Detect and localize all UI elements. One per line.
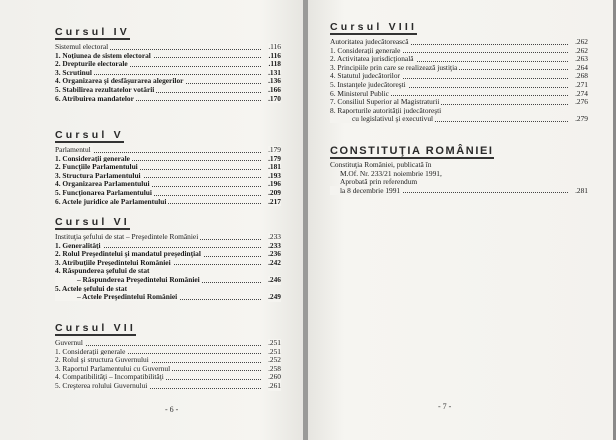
toc-entry-title: 6. Atribuirea mandatelor [55,93,134,103]
page-number-left: - 6 - [165,405,179,414]
toc-entry-page: .196 [268,179,281,189]
toc-entry-page: .118 [268,59,281,69]
toc-entry-page: .258 [268,363,281,373]
toc-entries [330,38,588,124]
section-heading: Cursul VI [55,216,130,228]
toc-entry-title: 4. Răspunderea şefului de stat [55,266,150,276]
page-number-right: - 7 - [438,402,452,411]
toc-section [55,212,281,302]
constitution-line: la 8 decembrie 1991 [330,186,402,195]
toc-entry-page: .271 [575,79,588,89]
toc-entry-title: Instituţia şefului de stat – Preşedintele României [55,232,199,241]
toc-entry-title: 4. Compatibilităţi – Incompatibilităţi [55,372,164,382]
section-heading: Cursul V [55,129,124,141]
toc-entry-page: .279 [575,114,588,124]
toc-entry-title: Parlamentul [55,145,91,154]
toc-section [55,22,281,103]
toc-entry-page: .233 [268,232,281,241]
toc-entry-page: .116 [268,42,281,51]
toc-entry-title: 4. Organizarea Parlamentului [55,179,150,189]
toc-entry-title: 4. Organizarea şi desfăşurarea alegerilor [55,76,184,86]
left-page [0,0,305,440]
toc-entry-page: .170 [268,93,281,103]
constitution-line: Aprobată prin referendum [340,177,418,187]
toc-entry-title: 5. Funcţionarea Parlamentului [55,187,152,197]
toc-entry-title: 5. Creşterea rolului Guvernului [55,380,148,390]
toc-entry-page: .236 [268,249,281,259]
constitution-last-line [330,187,588,196]
toc-entry-title: 4. Statutul judecătorilor [330,71,400,81]
toc-entry-page: .209 [268,187,281,197]
toc-entry-page: .217 [268,196,281,206]
toc-entry-title: 6. Actele juridice ale Parlamentului [55,196,167,206]
toc-entry-title: 3. Principiile prin care se realizează justiţia [330,62,458,72]
toc-entry-title: 3. Scrutinul [55,67,92,77]
toc-entry-page: .268 [575,71,588,81]
toc-entry-title: 6. Ministerul Public [330,88,389,98]
toc-entry-title: Guvernul [55,338,83,347]
toc-entry-page: .252 [268,355,281,365]
section-heading: Cursul VII [55,322,137,334]
toc-entry-page: .246 [268,274,281,284]
toc-entry-title: 3. Structura Parlamentului [55,170,141,180]
toc-entry-page: .251 [268,338,281,347]
toc-entry-title: 1. Consideraţii generale [55,153,130,163]
toc-entry-page: .233 [268,240,281,250]
toc-entry [330,115,588,124]
toc-entry-title: 2. Activitatea jurisdicţională [330,54,414,64]
toc-entry-page: .260 [268,372,281,382]
toc-entry-page: .263 [575,54,588,64]
toc-entry-title: 2. Rolul Preşedintelui şi mandatul preşedinţial [55,249,201,259]
right-page [308,0,613,440]
toc-entry-title: 2. Funcţiile Parlamentului [55,162,138,172]
toc-entry-title: 5. Stabilirea rezultatelor votării [55,84,155,94]
dot-leader [55,344,261,346]
toc-entry-title: 5. Actele şefului de stat [55,283,128,293]
toc-entry-page: .251 [268,346,281,356]
toc-entry-title: – Răspunderea Preşedintelui României [55,275,202,284]
toc-entry [55,293,281,302]
toc-entry-page: .274 [575,88,588,98]
constitution-heading: CONSTITUŢIA ROMÂNIEI [330,145,494,157]
toc-entry-title: cu legislativul şi executivul [330,114,435,123]
toc-entry-page: .116 [268,50,281,60]
toc-entry-title: 1. Noţiunea de sistem electoral [55,50,151,60]
toc-entry-page: .261 [268,380,281,390]
toc-entry-page: .166 [268,84,281,94]
toc-entry [55,382,281,391]
toc-entry-title: Sistemul electoral [55,42,109,51]
toc-entry-title: 1. Consideraţii generale [330,45,401,55]
section-heading: Cursul IV [55,26,130,38]
toc-entry [55,95,281,104]
toc-entry-title: – Actele Preşedintelui României [55,292,179,301]
toc-section [55,318,281,391]
toc-entry-page: .262 [575,37,588,46]
toc-entry-title: 1. Consideraţii generale [55,346,126,356]
toc-entry-page: .179 [268,153,281,163]
toc-entry-page: .181 [268,162,281,172]
toc-section-cursul-viii [330,17,588,124]
toc-entry-title: Autoritatea judecătorească [330,37,409,46]
toc-entry-page: .262 [575,45,588,55]
toc-entry-page: .276 [575,97,588,107]
toc-entry-title: 3. Raportul Parlamentului cu Guvernul [55,363,171,373]
toc-section [55,125,281,206]
toc-entry-page: .242 [268,257,281,267]
toc-entry-title: 8. Raporturile autorităţii judecătoreşti [330,105,442,115]
toc-entry-title: 1. Generalităţi [55,240,101,250]
toc-entry [55,198,281,207]
toc-entry-page: .131 [268,67,281,77]
toc-entry-page: .193 [268,170,281,180]
toc-entry-title: 3. Atribuţiile Preşedintelui României [55,257,171,267]
constitution-line: Constituţia României, publicată în [330,160,432,169]
constitution-section [330,141,588,195]
toc-entry-page: .179 [268,145,281,154]
toc-entry-page: .264 [575,62,588,72]
toc-entry-page: .136 [268,76,281,86]
toc-entry-title: 5. Instanţele judecătoreşti [330,79,406,89]
toc-entry-title: 7. Consiliul Superior al Magistraturii [330,97,440,107]
toc-entry-page: .249 [268,292,281,302]
constitution-line: M.Of. Nr. 233/21 noiembrie 1991, [340,168,442,178]
constitution-page: .281 [575,185,588,195]
section-heading: Cursul VIII [330,21,418,33]
toc-entry-title: 2. Rolul şi structura Guvernului [55,355,149,365]
toc-entry-title: 2. Drepturile electorale [55,59,128,69]
